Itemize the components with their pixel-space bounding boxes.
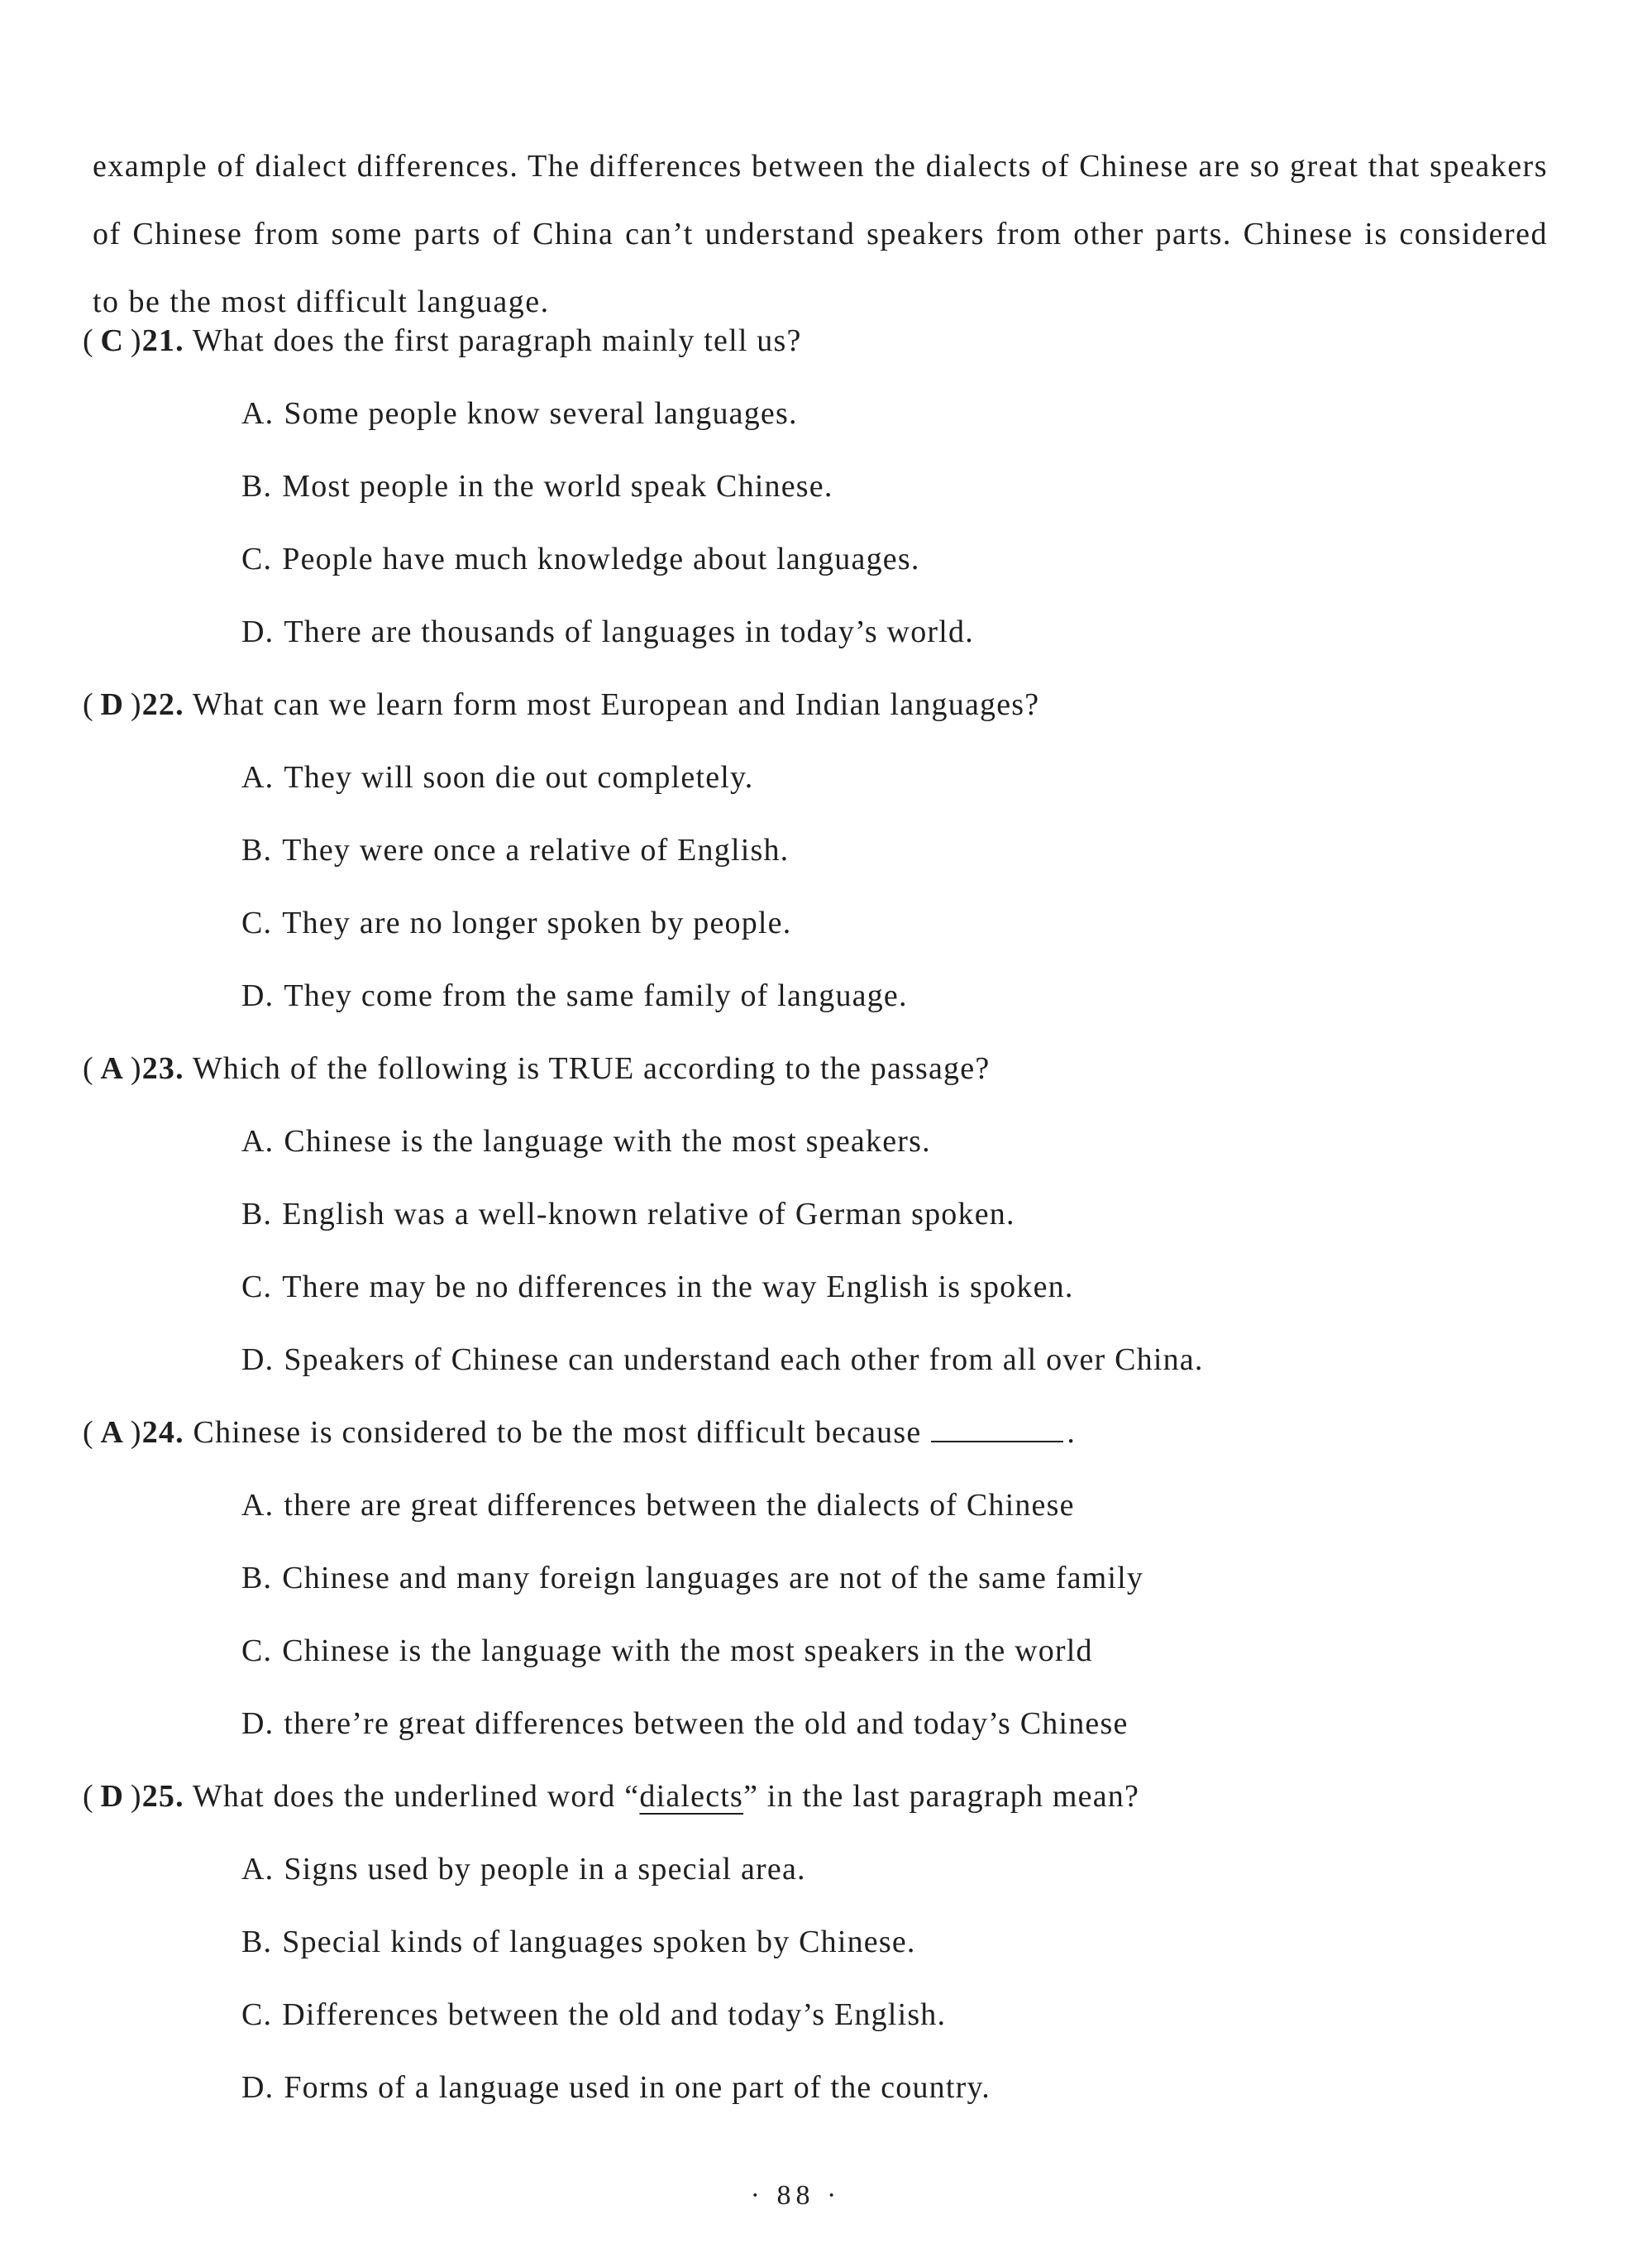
question-text: What can we learn form most European and Indian languages?: [192, 687, 1040, 722]
question-stem: [83, 668, 1554, 741]
option-d: [83, 2051, 1554, 2124]
option-a: [83, 377, 1554, 450]
option-text: Chinese and many foreign languages are not of the same family: [282, 1561, 1144, 1595]
option-letter: D.: [241, 1342, 275, 1377]
option-a: [83, 1833, 1554, 1906]
option-c: [83, 1251, 1554, 1323]
option-text: Chinese is the language with the most speakers.: [284, 1124, 931, 1159]
answer-letter: C: [100, 323, 125, 358]
question-stem: [83, 1032, 1554, 1105]
question-text: Which of the following is TRUE according to the passage?: [192, 1051, 991, 1086]
option-letter: D.: [241, 2070, 275, 2105]
option-b: [83, 1906, 1554, 1978]
question-text: Chinese is considered to be the most difficult because: [193, 1415, 922, 1450]
option-letter: B.: [241, 469, 273, 504]
open-paren: (: [83, 1779, 94, 1814]
option-letter: A.: [241, 396, 275, 431]
option-c: [83, 523, 1554, 595]
option-letter: B.: [241, 1197, 273, 1231]
option-c: [83, 887, 1554, 959]
option-b: [83, 1178, 1554, 1251]
question-number: 23.: [141, 1051, 184, 1086]
question-22: [83, 668, 1554, 1032]
option-text: They will soon die out completely.: [284, 760, 754, 795]
option-letter: D.: [241, 1706, 275, 1741]
option-d: [83, 959, 1554, 1032]
question-24: [83, 1396, 1554, 1760]
question-text-before: What does the underlined word “: [192, 1779, 640, 1814]
option-letter: A.: [241, 1488, 275, 1523]
underlined-word: dialects: [639, 1779, 744, 1814]
question-25: [83, 1760, 1554, 2124]
question-number: 25.: [141, 1779, 184, 1814]
answer-letter: D: [100, 1779, 125, 1814]
question-end-punctuation: .: [1067, 1415, 1077, 1450]
option-a: [83, 1469, 1554, 1542]
option-letter: A.: [241, 760, 275, 795]
open-paren: (: [83, 1051, 94, 1086]
page-number: · 88 ·: [750, 2180, 842, 2211]
option-letter: D.: [241, 615, 275, 649]
answer-letter: A: [100, 1051, 125, 1086]
option-c: [83, 1978, 1554, 2051]
option-c: [83, 1614, 1554, 1687]
question-number: 22.: [141, 687, 184, 722]
option-text: Forms of a language used in one part of the country.: [284, 2070, 991, 2105]
option-text: Some people know several languages.: [284, 396, 798, 431]
option-text: There may be no differences in the way English is spoken.: [282, 1270, 1074, 1304]
option-letter: D.: [241, 978, 275, 1013]
question-21: [83, 304, 1554, 668]
question-number: 21.: [141, 323, 184, 358]
close-paren: ): [130, 1051, 142, 1086]
question-text-after: ” in the last paragraph mean?: [743, 1779, 1140, 1814]
option-text: Most people in the world speak Chinese.: [282, 469, 833, 504]
answer-letter: D: [100, 687, 125, 722]
option-letter: B.: [241, 1925, 273, 1959]
option-b: [83, 450, 1554, 523]
question-stem: [83, 304, 1554, 377]
option-text: They are no longer spoken by people.: [282, 906, 792, 940]
option-letter: C.: [241, 1633, 273, 1668]
option-text: There are thousands of languages in today’s world.: [284, 615, 974, 649]
question-stem: [83, 1396, 1554, 1469]
option-a: [83, 1105, 1554, 1178]
option-letter: A.: [241, 1124, 275, 1159]
option-letter: B.: [241, 833, 273, 868]
close-paren: ): [130, 1415, 142, 1450]
option-text: there’re great differences between the old and today’s Chinese: [284, 1706, 1129, 1741]
answer-letter: A: [100, 1415, 125, 1450]
option-text: English was a well-known relative of German spoken.: [282, 1197, 1015, 1231]
option-letter: C.: [241, 906, 273, 940]
option-text: Differences between the old and today’s English.: [282, 1997, 947, 2032]
option-letter: C.: [241, 542, 273, 576]
option-text: Signs used by people in a special area.: [284, 1852, 806, 1887]
option-text: People have much knowledge about languages.: [282, 542, 920, 576]
option-letter: B.: [241, 1561, 273, 1595]
answer-blank: [931, 1416, 1063, 1442]
option-d: [83, 1687, 1554, 1760]
option-b: [83, 814, 1554, 887]
option-text: there are great differences between the dialects of Chinese: [284, 1488, 1075, 1523]
option-b: [83, 1542, 1554, 1614]
option-d: [83, 1323, 1554, 1396]
question-list: [83, 304, 1554, 2124]
open-paren: (: [83, 687, 94, 722]
option-text: They come from the same family of language.: [284, 978, 908, 1013]
question-text: What does the first paragraph mainly tell us?: [192, 323, 802, 358]
close-paren: ): [130, 687, 142, 722]
close-paren: ): [130, 1779, 142, 1814]
question-number: 24.: [141, 1415, 184, 1450]
question-stem: [83, 1760, 1554, 1833]
option-d: [83, 595, 1554, 668]
question-23: [83, 1032, 1554, 1396]
option-letter: A.: [241, 1852, 275, 1887]
option-text: Special kinds of languages spoken by Chinese.: [282, 1925, 916, 1959]
open-paren: (: [83, 1415, 94, 1450]
passage-paragraph: example of dialect differences. The differences between the dialects of Chinese are so great that speakers of Chinese from some parts of China can’t understand speakers from other parts. Chinese is considered to be the most difficult language.: [93, 149, 1548, 319]
option-letter: C.: [241, 1997, 273, 2032]
option-letter: C.: [241, 1270, 273, 1304]
option-text: Speakers of Chinese can understand each other from all over China.: [284, 1342, 1204, 1377]
option-text: Chinese is the language with the most speakers in the world: [282, 1633, 1093, 1668]
option-a: [83, 741, 1554, 814]
option-text: They were once a relative of English.: [282, 833, 790, 868]
open-paren: (: [83, 323, 94, 358]
close-paren: ): [130, 323, 142, 358]
